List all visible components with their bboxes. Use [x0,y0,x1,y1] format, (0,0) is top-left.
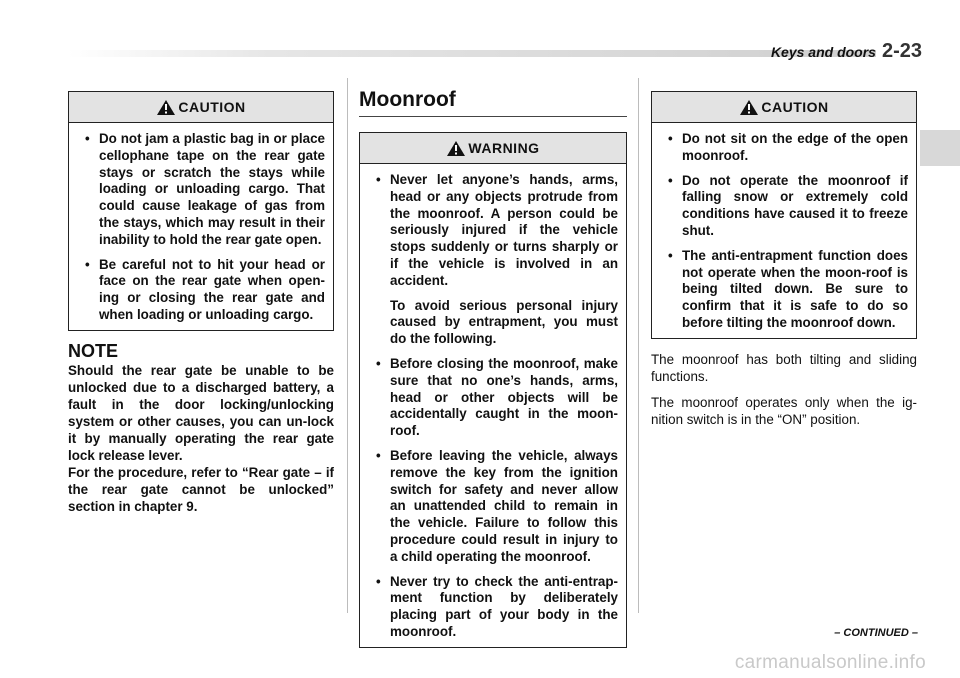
warning-triangle-icon [739,99,759,116]
warning-item: • Never let anyone’s hands, arms, head or any objects protrude from the moonroof. A person could be seriously injured if the vehicle stops suddenly or turns sharply or if the vehicle is involved in an accident. To avoid serious personal injury caused by entrapment, you must do the following. [376,172,618,347]
warning-triangle-icon [156,99,176,116]
caution-label: CAUTION [178,99,246,115]
caution-item: • The anti-entrapment function does not operate when the moon-roof is being tilted down. Be sure to confirm that it is safe to do so before tilting the moonroof down. [668,247,908,330]
caution-item: • Do not operate the moonroof if falling snow or extremely cold conditions have caused it to freeze shut. [668,172,908,238]
caution-box-right [651,91,917,339]
warning-item: • Before leaving the vehicle, always remove the key from the ignition switch for safety and never allow an unattended child to remain in the vehicle. Failure to follow this procedure could result in injury to a child operating the moonroof. [376,447,618,564]
continued-marker: – CONTINUED – [834,627,918,639]
warning-header [360,133,626,164]
body-paragraph: The moonroof has both tilting and sliding functions. [651,351,917,384]
warning-label: WARNING [468,140,540,156]
page-header [771,40,922,63]
column-divider-right [638,78,639,613]
chapter-tab [920,130,960,166]
note-text: Should the rear gate be unable to be unlocked due to a discharged battery, a fault in the door locking/unlocking system or other causes, you can un-lock it by manually operating the rear gate lock release lever. [68,362,334,463]
caution-label: CAUTION [761,99,829,115]
column-divider-left [347,78,348,613]
body-paragraph: The moonroof operates only when the ig-nition switch is in the “ON” position. [651,394,917,427]
note-section [68,341,334,515]
warning-item: • Before closing the moonroof, make sure that no one’s hands, arms, head or other objects will be accidentally caught in the moon-roof. [376,355,618,439]
warning-box [359,132,627,648]
right-column [651,91,917,428]
left-column [68,91,334,515]
caution-item: • Do not jam a plastic bag in or place cellophane tape on the rear gate stays or scratch the stays while loading or unloading cargo. That could cause leakage of gas from the stays, which may result in their inability to hold the rear gate open. [85,131,325,247]
header-rule [68,50,876,57]
caution-header [652,92,916,123]
caution-item: • Do not sit on the edge of the open moonroof. [668,131,908,163]
note-text-2: For the procedure, refer to “Rear gate – if the rear gate cannot be unlocked” section in chapter 9. [68,464,334,514]
watermark: carmanualsonline.info [734,652,926,673]
warning-item: • Never try to check the anti-entrap-ment function by deliberately placing part of your body in the moonroof. [376,573,618,639]
caution-box-left [68,91,334,331]
caution-item: • Be careful not to hit your head or face on the rear gate when open-ing or closing the rear gate and when loading or unloading cargo. [85,256,325,322]
middle-column [359,88,627,648]
section-heading: Moonroof [359,88,627,117]
caution-header [69,92,333,123]
section-title: Keys and doors [770,44,876,60]
warning-triangle-icon [446,140,466,157]
note-title: NOTE [68,340,119,361]
page-number: 2-23 [881,40,922,62]
